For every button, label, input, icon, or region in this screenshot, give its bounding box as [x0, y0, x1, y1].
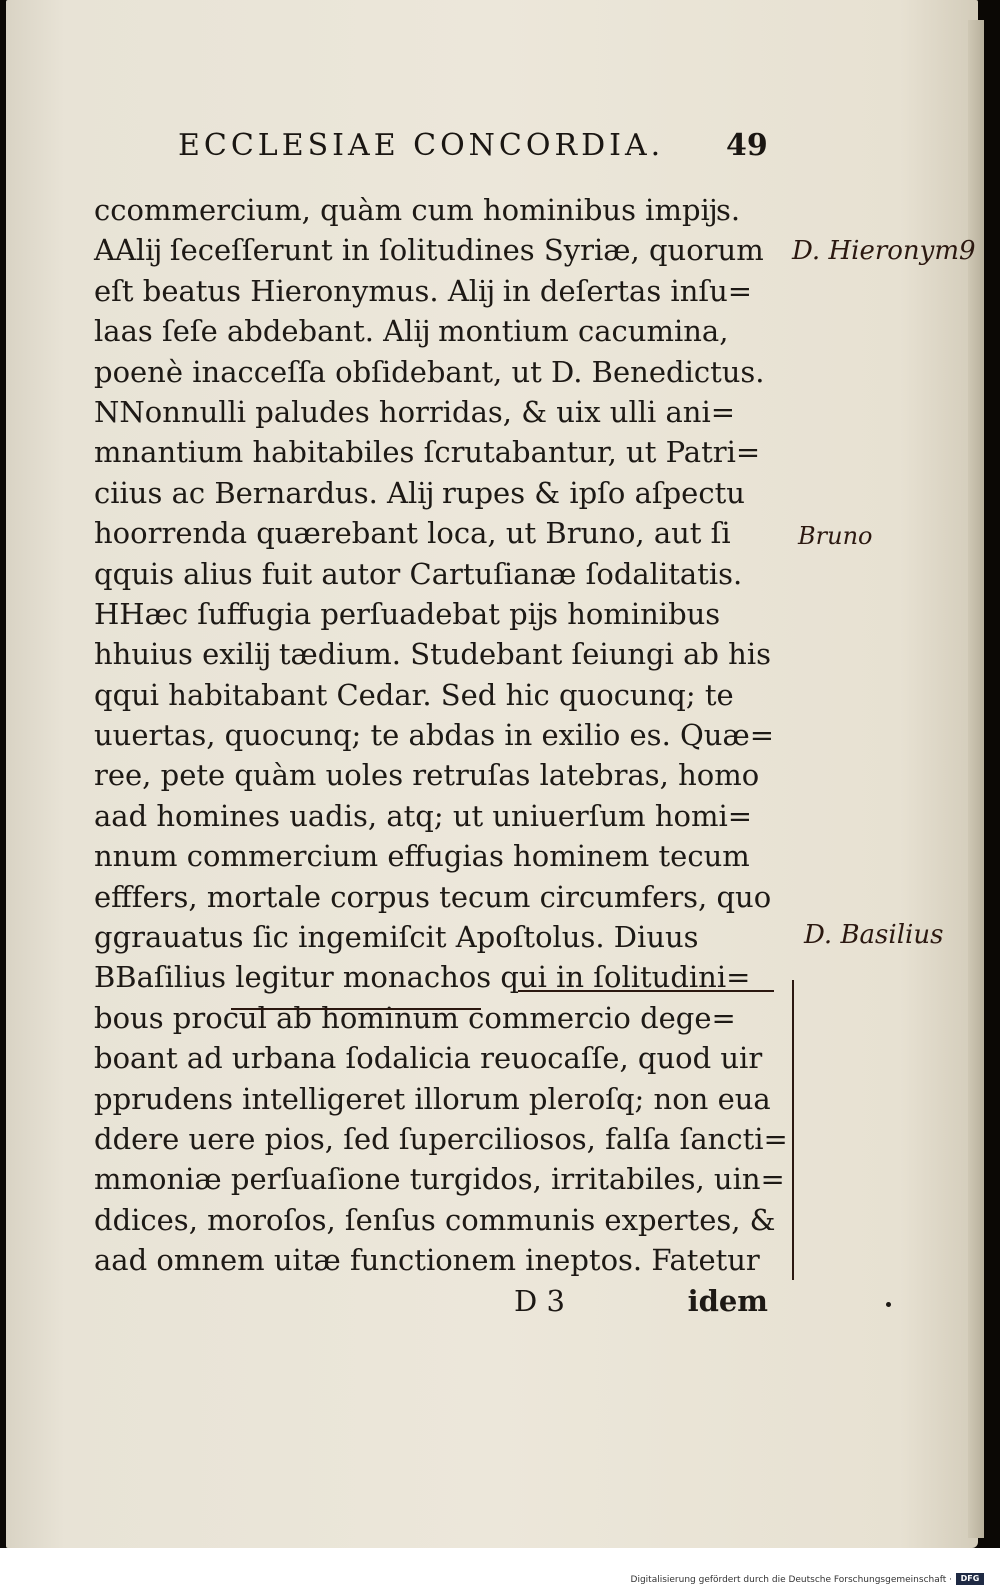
text-line: pprudens intelligeret illorum pleroſq; non eua [94, 1081, 771, 1116]
manuscript-underline [518, 990, 774, 992]
text-line: ddere uere pios, ſed ſuperciliosos, falſa ſancti= [94, 1121, 788, 1156]
text-line: ddices, moroſos, ſenſus communis expertes, & [94, 1202, 776, 1237]
credit-text: Digitalisierung gefördert durch die Deutsche Forschungsgemeinschaft · [630, 1575, 952, 1585]
margin-note-bruno: Bruno [798, 522, 873, 550]
text-line: BBaſilius legitur monachos qui in ſolitudini= [94, 960, 751, 995]
text-line: hoorrenda quærebant loca, ut Bruno, aut ſi [94, 516, 731, 551]
running-title: ECCLESIAE CONCORDIA. [178, 128, 665, 163]
text-line: ggrauatus ſic ingemiſcit Apoſtolus. Diuus [94, 920, 699, 955]
text-line: ccommercium, quàm cum hominibus impĳs. [94, 193, 741, 227]
text-line: efffers, mortale corpus tecum circumfers, quo [94, 879, 772, 914]
text-line: boant ad urbana ſodalicia reuocaſſe, quod uir [94, 1041, 763, 1076]
ink-dot [886, 1302, 891, 1307]
text-line: nnum commercium effugias hominem tecum [94, 839, 750, 874]
text-line: ree, pete quàm uoles retruſas latebras, homo [94, 758, 760, 793]
body-text [94, 190, 788, 1281]
text-line: bous procul ab hominum commercio dege= [94, 1000, 736, 1035]
dfg-logo: DFG [956, 1573, 984, 1585]
text-line: poenè inacceſſa obſidebant, ut D. Benedictus. [94, 354, 765, 389]
text-line: AAlĳ ſeceſſerunt in ſolitudines Syriæ, quorum [94, 233, 764, 268]
running-header [178, 128, 778, 168]
page-number: 49 [726, 128, 768, 163]
catchword: idem [687, 1284, 768, 1318]
text-line: mmoniæ perſuaſione turgidos, irritabiles, uin= [94, 1162, 785, 1197]
text-line: eſt beatus Hieronymus. Alĳ in deſertas inſu= [94, 273, 753, 308]
text-line: laas ſeſe abdebant. Alĳ montium cacumina, [94, 314, 729, 349]
text-line: hhuius exilĳ tædium. Studebant ſeiungi ab his [94, 637, 772, 672]
book-page [6, 0, 978, 1548]
page-footer [506, 1284, 776, 1324]
text-line: mnantium habitabiles ſcrutabantur, ut Patri= [94, 435, 761, 470]
manuscript-underline-2 [231, 1008, 481, 1010]
text-line: aad homines uadis, atq; ut uniuerſum homi= [94, 798, 753, 833]
margin-note-hieronymus: D. Hieronym9 [792, 236, 976, 266]
text-line: ciius ac Bernardus. Alĳ rupes & ipſo aſpectu [94, 475, 745, 510]
text-line: NNonnulli paludes horridas, & uix ulli ani= [94, 394, 736, 429]
text-line: aad omnem uitæ functionem ineptos. Fatetur [94, 1243, 760, 1278]
text-line: uuertas, quocunq; te abdas in exilio es. Quæ= [94, 718, 775, 753]
signature-mark: D 3 [514, 1284, 565, 1318]
text-line: qquis alius fuit autor Cartuſianæ ſodalitatis. [94, 556, 743, 591]
margin-note-basilius: D. Basilius [804, 920, 944, 950]
manuscript-bracket [778, 980, 794, 1280]
text-line: HHæc ſuffugia perſuadebat pĳs hominibus [94, 596, 721, 631]
text-line: qqui habitabant Cedar. Sed hic quocunq; te [94, 677, 734, 712]
